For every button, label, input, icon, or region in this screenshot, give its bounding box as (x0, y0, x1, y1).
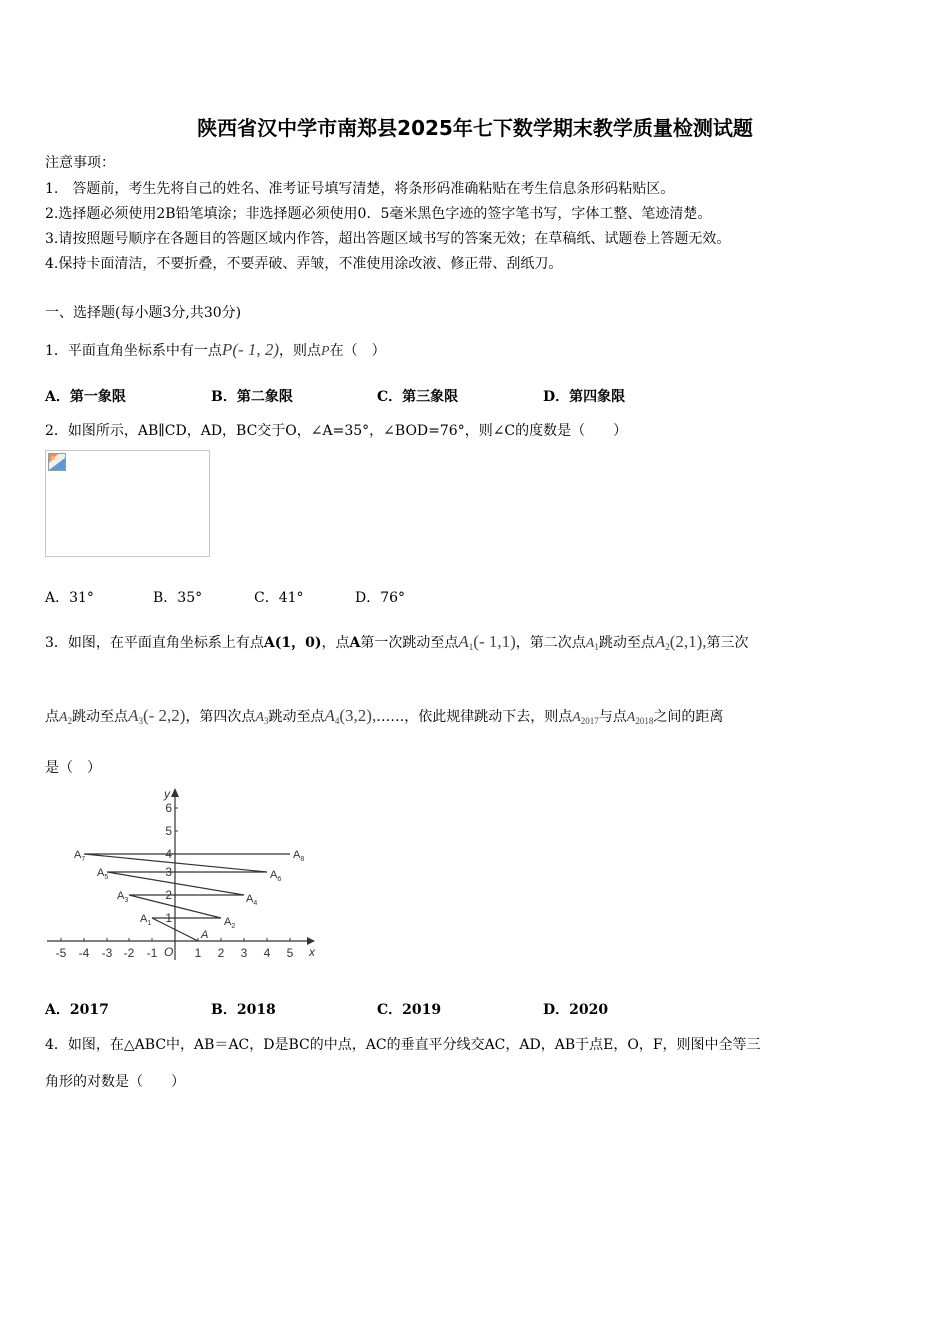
q3-a1b: $A_1$ (585, 636, 599, 652)
y-tick-label: 4 (165, 847, 172, 861)
q1-option-d[interactable]: D．第四象限 (543, 389, 626, 405)
q3-text: ，点 (321, 635, 350, 651)
x-tick-label: 3 (240, 946, 248, 960)
x-tick-label: -3 (101, 946, 113, 960)
q1-point2: P (321, 344, 330, 359)
point-label-a5: $A_5$ (97, 867, 109, 881)
q3-a2018: $A_{2018}$ (626, 710, 654, 726)
notice-item: 2.选择题必须使用2B铅笔填涂；非选择题必须使用0．5毫米黑色字迹的签字笔书写，字体工整、笔迹清楚。 (45, 206, 712, 222)
q1-coords: (- 1, 2) (232, 340, 280, 359)
q3-a2b: $A_2$ (59, 710, 73, 726)
point-label-a1: $A_1$ (140, 913, 152, 927)
question-1 (45, 340, 386, 360)
q1-middle: ，则点 (279, 343, 322, 359)
q3-a4: $A_4(3,2)$, (324, 706, 377, 726)
q3-a2: $A_2(2,1)$, (654, 632, 707, 652)
x-tick-label: 1 (194, 946, 202, 960)
q3-a2017: $A_{2017}$ (572, 710, 599, 726)
point-label-a7: $A_7$ (74, 849, 86, 863)
q2-figure-placeholder (45, 450, 210, 557)
q3-text: ，第二次点 (515, 635, 586, 651)
x-tick-label: -4 (78, 946, 90, 960)
page-title: 陕西省汉中学市南郑县2025年七下数学期末教学质量检测试题 (197, 116, 753, 140)
notice-heading: 注意事项： (45, 155, 115, 171)
q1-point: P (221, 340, 233, 359)
q3-coordinate-figure (45, 785, 320, 965)
q2-option-a[interactable]: A．31° (45, 590, 94, 606)
q3-text: 跳动至点 (268, 709, 325, 725)
q3-text: 第一次跳动至点 (360, 635, 459, 651)
x-tick-label: -2 (123, 946, 135, 960)
y-tick-label: 5 (165, 824, 172, 838)
q3-option-d[interactable]: D．2020 (543, 1002, 609, 1018)
x-tick-label: -1 (146, 946, 158, 960)
x-axis-arrow (307, 937, 315, 945)
q3-text: 3．如图，在平面直角坐标系上有点 (45, 635, 264, 651)
jump-path (84, 854, 290, 941)
q2-option-c[interactable]: C．41° (254, 590, 304, 606)
q3-a3b: $A_3$ (255, 710, 269, 726)
point-label-a2: $A_2$ (224, 916, 236, 930)
q3-option-a[interactable]: A．2017 (45, 1002, 109, 1018)
broken-image-icon (48, 453, 66, 471)
notice-item: 4.保持卡面清洁，不要折叠，不要弄破、弄皱，不准使用涂改液、修正带、刮纸刀。 (45, 256, 563, 272)
section-heading: 一、选择题(每小题3分,共30分) (45, 305, 242, 321)
x-tick-label: 4 (263, 946, 271, 960)
q3-text: 跳动至点 (598, 635, 655, 651)
x-tick-label: 2 (217, 946, 225, 960)
y-axis-label: y (164, 787, 170, 801)
q3-text: 之间的距离 (653, 709, 724, 725)
q1-option-a[interactable]: A．第一象限 (45, 389, 126, 405)
y-tick-label: 2 (165, 888, 172, 902)
x-tick-label: 5 (286, 946, 294, 960)
question-3-line-1 (45, 632, 749, 652)
q1-option-c[interactable]: C．第三象限 (377, 389, 459, 405)
q2-option-d[interactable]: D．76° (355, 590, 406, 606)
q3-text: 与点 (598, 709, 627, 725)
q1-prefix: 1．平面直角坐标系中有一点 (45, 343, 222, 359)
point-label-a8: $A_8$ (293, 849, 305, 863)
origin-label: O (164, 945, 174, 959)
y-axis-arrow (171, 788, 179, 797)
q3-a1: $A_1(-$ 1,1) (458, 632, 516, 652)
q3-text: 点 (45, 709, 59, 725)
notice-item: 1. 答题前，考生先将自己的姓名、准考证号填写清楚，将条形码准确粘贴在考生信息条形码粘贴区。 (45, 181, 675, 197)
q3-option-b[interactable]: B．2018 (211, 1002, 276, 1018)
question-2: 2．如图所示，AB∥CD，AD，BC交于O，∠A=35°，∠BOD=76°，则∠C的度数是（ ） (45, 423, 628, 439)
point-label-a6: $A_6$ (270, 869, 282, 883)
question-4-line-2: 角形的对数是（ ） (45, 1074, 185, 1090)
point-label-a4: $A_4$ (246, 893, 258, 907)
q3-point-a: A(1，0) (263, 635, 322, 651)
point-label-a3: $A_3$ (117, 890, 129, 904)
q1-suffix: 在（ ） (329, 343, 386, 359)
question-3-line-2 (45, 706, 723, 726)
y-tick-label: 3 (165, 865, 172, 879)
q2-option-b[interactable]: B．35° (153, 590, 203, 606)
x-tick-label: -5 (55, 946, 67, 960)
question-4-line-1: 4．如图，在△ABC中，AB＝AC，D是BC的中点，AC的垂直平分线交AC，AD，AB于点E，O，F，则图中全等三 (45, 1037, 761, 1053)
notice-item: 3.请按照题号顺序在各题目的答题区域内作答，超出答题区域书写的答案无效；在草稿纸、试题卷上答题无效。 (45, 231, 731, 247)
point-label-a: A (201, 929, 209, 941)
x-axis-label: x (309, 945, 315, 959)
y-tick-label: 6 (165, 801, 172, 815)
q3-text: ，第四次点 (185, 709, 256, 725)
q3-a3: $A_3(-$ 2,2) (128, 706, 186, 726)
question-3-line-3: 是（ ） (45, 760, 101, 776)
q1-option-b[interactable]: B．第二象限 (211, 389, 293, 405)
q3-option-c[interactable]: C．2019 (377, 1002, 442, 1018)
q3-text: ……，依此规律跳动下去，则点 (376, 709, 573, 725)
q3-text: 第三次 (706, 635, 749, 651)
q3-text: 跳动至点 (72, 709, 129, 725)
q3-text: A (349, 635, 361, 651)
y-tick-label: 1 (165, 911, 172, 925)
